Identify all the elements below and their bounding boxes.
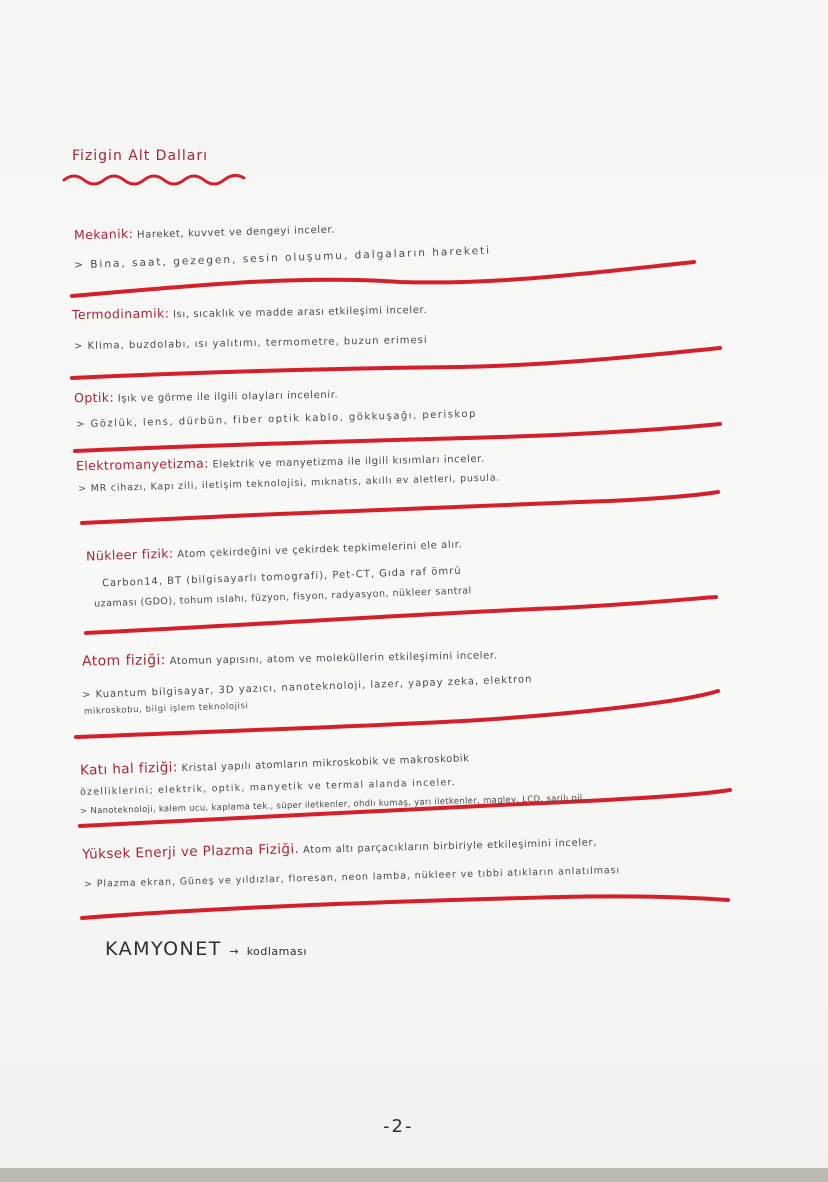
- section-heading: Termodinamik:: [71, 305, 170, 323]
- page-edge: [0, 1168, 828, 1182]
- section-description: Işık ve görme ile ilgili olayları incelenir.: [117, 389, 339, 405]
- section-description: Atom altı parçacıkların birbiriyle etkileşimini inceler,: [302, 837, 598, 856]
- mnemonic-note: [105, 938, 307, 960]
- mnemonic-word: KAMYONET: [105, 938, 222, 960]
- section-description: Kristal yapılı atomların mikroskobik ve makroskobik: [181, 753, 470, 775]
- section-heading: Yüksek Enerji ve Plazma Fiziği.: [81, 841, 300, 863]
- section-heading: Elektromanyetizma:: [75, 455, 209, 474]
- section-example: mikroskobu, bilgi işlem teknolojisi: [83, 701, 249, 717]
- section-example: > Nanoteknoloji, kalem ucu, kaplama tek., süper iletkenler, ohdlı kumaş, yarı iletkenler, maglev, LCD, şarjlı pil: [79, 793, 583, 817]
- section-description: Elektrik ve manyetizma ile ilgili kısımları inceler.: [212, 453, 485, 471]
- section-example: Carbon14, BT (bilgisayarlı tomografi), Pet-CT, Gıda raf ömrü: [101, 565, 462, 590]
- section-description: Atom çekirdeğini ve çekirdek tepkimelerini ele alır.: [177, 539, 463, 561]
- section-heading: Nükleer fizik:: [85, 545, 174, 564]
- section-heading: Atom fiziği:: [81, 652, 166, 670]
- section-example: uzaması (GDO), tohum ıslahı, füzyon, fisyon, radyasyon, nükleer santral: [93, 585, 472, 610]
- section-heading: Katı hal fiziği:: [79, 759, 179, 779]
- section-heading: Optik:: [73, 389, 115, 406]
- section-description: Isı, sıcaklık ve madde arası etkileşimi inceler.: [172, 304, 428, 321]
- section-description: Hareket, kuvvet ve dengeyi inceler.: [136, 224, 336, 241]
- page-number: -2-: [383, 1116, 414, 1137]
- section-heading: Mekanik:: [73, 225, 134, 243]
- section-example: > Klima, buzdolabı, ısı yalıtımı, termometre, buzun erimesi: [73, 334, 428, 353]
- section-example: > Gözlük, lens, dürbün, fiber optik kablo, gökkuşağı, periskop: [75, 408, 477, 431]
- arrow-icon: →: [229, 945, 240, 958]
- mnemonic-label: kodlaması: [246, 945, 307, 958]
- section-example: > Bina, saat, gezegen, sesin oluşumu, dalgaların hareketi: [73, 244, 492, 272]
- section-example: özelliklerini; elektrik, optik, manyetik ve termal alanda inceler.: [79, 777, 457, 798]
- section-example: > Kuantum bilgisayar, 3D yazıcı, nanoteknoloji, lazer, yapay zeka, elektron: [81, 674, 533, 701]
- section-example: > Plazma ekran, Güneş ve yıldızlar, floresan, neon lamba, nükleer ve tıbbi atıkların anlatılması: [83, 864, 621, 891]
- page-title: Fizigin Alt Dalları: [72, 148, 209, 164]
- section-description: Atomun yapısını, atom ve moleküllerin etkileşimini inceler.: [169, 650, 498, 668]
- section-example: > MR cihazı, Kapı zili, iletişim teknolojisi, mıknatıs, akıllı ev aletleri, pusula.: [77, 472, 501, 495]
